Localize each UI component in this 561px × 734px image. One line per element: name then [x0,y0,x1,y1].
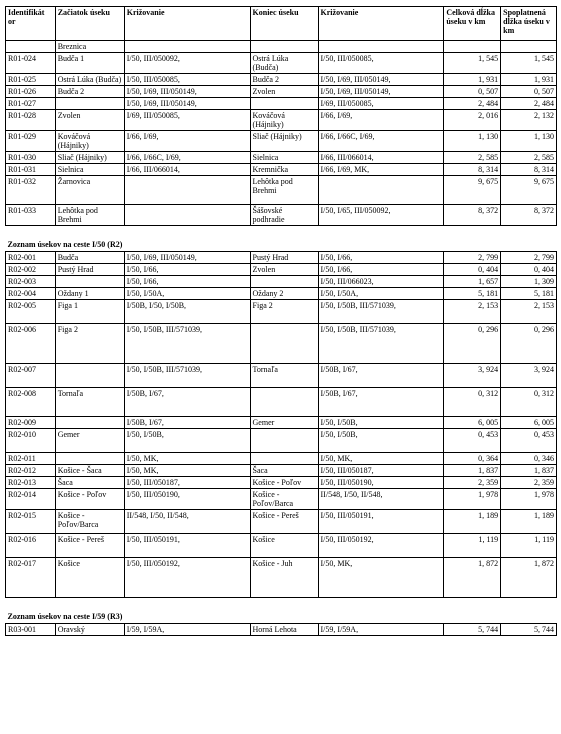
toll-length-cell: 0, 312 [501,388,557,417]
total-length-cell: 1, 657 [444,276,501,288]
table-row [6,624,557,636]
table-row [6,324,557,364]
start-cell: Košice - Poľov [55,489,124,510]
crossing-1-cell: II/548, I/50, II/548, [124,510,250,534]
crossing-1-cell: I/50, III/050187, [124,477,250,489]
table-row [6,110,557,131]
id-cell: R02-007 [6,364,56,388]
id-cell: R02-012 [6,465,56,477]
table-body [6,41,557,636]
toll-length-cell: 1, 837 [501,465,557,477]
table-row [6,429,557,453]
crossing-1-cell: I/50, III/050190, [124,489,250,510]
start-cell: Košice - Pereš [55,534,124,558]
crossing-1-cell: I/50, III/050191, [124,534,250,558]
start-cell: Figa 2 [55,324,124,364]
id-cell: R02-016 [6,534,56,558]
table-row [6,558,557,598]
toll-length-cell: 0, 404 [501,264,557,276]
table-row [6,252,557,264]
toll-length-cell: 3, 924 [501,364,557,388]
crossing-1-cell: I/50, III/050085, [124,74,250,86]
toll-length-cell: 2, 484 [501,98,557,110]
total-length-cell: 9, 675 [444,176,501,205]
crossing-2-cell: I/50, III/050191, [318,510,444,534]
end-cell [250,276,318,288]
total-length-cell: 0, 364 [444,453,501,465]
total-length-cell: 1, 119 [444,534,501,558]
id-cell: R01-029 [6,131,56,152]
toll-length-cell: 8, 314 [501,164,557,176]
toll-length-cell: 1, 545 [501,53,557,74]
start-cell: Budča 2 [55,86,124,98]
table-row [6,74,557,86]
id-cell: R01-031 [6,164,56,176]
end-cell: Zvolen [250,86,318,98]
section-title-row [6,598,557,624]
end-cell: Košice - Poľov/Barca [250,489,318,510]
start-cell: Lehôtka pod Brehmi [55,205,124,226]
header-toll-length: Spoplatnená dĺžka úseku v km [501,7,557,41]
crossing-1-cell: I/50, I/50B, [124,429,250,453]
start-cell: Kováčová (Hájniky) [55,131,124,152]
table-row [6,164,557,176]
crossing-2-cell: I/50B, I/67, [318,388,444,417]
toll-length-cell: 1, 872 [501,558,557,598]
total-length-cell: 6, 005 [444,417,501,429]
end-cell: Košice - Pereš [250,510,318,534]
start-cell: Košice [55,558,124,598]
table-row [6,465,557,477]
crossing-1-cell [124,176,250,205]
crossing-1-cell: I/66, I/69, [124,131,250,152]
start-cell: Ostrá Lúka (Budča) [55,74,124,86]
crossing-2-cell: I/50, MK, [318,453,444,465]
end-cell: Oždany 2 [250,288,318,300]
total-length-cell: 0, 507 [444,86,501,98]
crossing-2-cell: I/66, I/69, MK, [318,164,444,176]
start-cell: Tornaľa [55,388,124,417]
table-row [6,534,557,558]
total-length-cell: 1, 931 [444,74,501,86]
id-cell: R01-030 [6,152,56,164]
header-id: Identifikát or [6,7,56,41]
total-length-cell [444,41,501,53]
crossing-1-cell: I/50, I/50A, [124,288,250,300]
total-length-cell: 2, 484 [444,98,501,110]
toll-length-cell [501,41,557,53]
start-cell [55,364,124,388]
end-cell: Košice - Juh [250,558,318,598]
crossing-2-cell [318,41,444,53]
end-cell: Figa 2 [250,300,318,324]
start-cell: Sielnica [55,164,124,176]
crossing-1-cell: I/50, III/050092, [124,53,250,74]
end-cell [250,41,318,53]
crossing-1-cell: I/50, I/69, III/050149, [124,98,250,110]
toll-length-cell: 9, 675 [501,176,557,205]
id-cell: R02-002 [6,264,56,276]
toll-length-cell: 8, 372 [501,205,557,226]
table-row [6,453,557,465]
table-row [6,510,557,534]
start-cell: Žarnovica [55,176,124,205]
crossing-2-cell: I/50, III/050187, [318,465,444,477]
toll-length-cell: 6, 005 [501,417,557,429]
total-length-cell: 2, 799 [444,252,501,264]
crossing-2-cell: I/50, I/69, III/050149, [318,86,444,98]
crossing-2-cell: I/50, MK, [318,558,444,598]
crossing-1-cell: I/50, MK, [124,465,250,477]
table-row [6,276,557,288]
end-cell: Kremnička [250,164,318,176]
total-length-cell: 8, 314 [444,164,501,176]
table-row [6,477,557,489]
start-cell: Oždany 1 [55,288,124,300]
toll-length-cell: 1, 931 [501,74,557,86]
table-row [6,152,557,164]
crossing-1-cell: I/50, I/69, III/050149, [124,252,250,264]
header-crossing-2: Križovanie [318,7,444,41]
header-crossing-1: Križovanie [124,7,250,41]
id-cell: R01-027 [6,98,56,110]
start-cell: Figa 1 [55,300,124,324]
end-cell: Gemer [250,417,318,429]
end-cell [250,388,318,417]
crossing-1-cell [124,205,250,226]
id-cell: R02-010 [6,429,56,453]
crossing-1-cell: I/50, I/66, [124,264,250,276]
table-row [6,288,557,300]
start-cell [55,453,124,465]
toll-length-cell: 1, 119 [501,534,557,558]
crossing-2-cell: I/50, I/50B, III/571039, [318,324,444,364]
toll-length-cell: 0, 507 [501,86,557,98]
table-row [6,98,557,110]
header-end: Koniec úseku [250,7,318,41]
end-cell [250,453,318,465]
toll-length-cell: 0, 346 [501,453,557,465]
crossing-2-cell: I/50, III/050190, [318,477,444,489]
end-cell [250,324,318,364]
id-cell: R02-004 [6,288,56,300]
start-cell [55,98,124,110]
toll-length-cell: 2, 359 [501,477,557,489]
crossing-1-cell: I/50, I/66, [124,276,250,288]
start-cell: Zvolen [55,110,124,131]
crossing-1-cell: I/66, I/66C, I/69, [124,152,250,164]
crossing-1-cell: I/50B, I/67, [124,388,250,417]
table-row [6,388,557,417]
crossing-1-cell: I/50, I/69, III/050149, [124,86,250,98]
total-length-cell: 5, 744 [444,624,501,636]
table-row [6,53,557,74]
total-length-cell: 1, 978 [444,489,501,510]
table-row [6,131,557,152]
id-cell: R02-009 [6,417,56,429]
toll-length-cell: 1, 189 [501,510,557,534]
crossing-2-cell: I/66, I/66C, I/69, [318,131,444,152]
crossing-2-cell: I/50, III/050085, [318,53,444,74]
total-length-cell: 2, 153 [444,300,501,324]
crossing-2-cell: I/69, III/050085, [318,98,444,110]
section-title: Zoznam úsekov na ceste I/59 (R3) [6,598,557,624]
crossing-1-cell [124,41,250,53]
crossing-1-cell: I/50B, I/50, I/50B, [124,300,250,324]
toll-length-cell: 1, 130 [501,131,557,152]
section-title-row [6,226,557,252]
total-length-cell: 5, 181 [444,288,501,300]
crossing-2-cell: I/50, I/66, [318,252,444,264]
id-cell: R02-013 [6,477,56,489]
crossing-2-cell: I/50, III/050192, [318,534,444,558]
id-cell: R02-015 [6,510,56,534]
end-cell [250,98,318,110]
crossing-2-cell: II/548, I/50, II/548, [318,489,444,510]
table-row [6,264,557,276]
end-cell [250,429,318,453]
start-cell: Sliač (Hájniky) [55,152,124,164]
start-cell [55,276,124,288]
toll-length-cell: 5, 181 [501,288,557,300]
total-length-cell: 0, 453 [444,429,501,453]
crossing-2-cell: I/50, I/50A, [318,288,444,300]
end-cell: Sielnica [250,152,318,164]
table-row [6,205,557,226]
end-cell: Zvolen [250,264,318,276]
crossing-2-cell: I/50, I/66, [318,264,444,276]
toll-length-cell: 0, 296 [501,324,557,364]
toll-length-cell: 5, 744 [501,624,557,636]
end-cell: Košice [250,534,318,558]
header-row [6,7,557,41]
start-cell: Budča 1 [55,53,124,74]
start-cell: Košice - Šaca [55,465,124,477]
end-cell: Košice - Poľov [250,477,318,489]
total-length-cell: 0, 312 [444,388,501,417]
id-cell: R02-006 [6,324,56,364]
crossing-2-cell: I/59, I/59A, [318,624,444,636]
toll-length-cell: 0, 453 [501,429,557,453]
start-cell: Pustý Hrad [55,264,124,276]
start-cell: Breznica [55,41,124,53]
end-cell: Ostrá Lúka (Budča) [250,53,318,74]
start-cell: Košice - Poľov/Barca [55,510,124,534]
start-cell: Budča [55,252,124,264]
id-cell: R02-014 [6,489,56,510]
crossing-1-cell: I/66, III/066014, [124,164,250,176]
id-cell [6,41,56,53]
toll-length-cell: 1, 309 [501,276,557,288]
table-row [6,364,557,388]
crossing-2-cell: I/50B, I/67, [318,364,444,388]
id-cell: R01-032 [6,176,56,205]
total-length-cell: 0, 296 [444,324,501,364]
start-cell: Oravský [55,624,124,636]
crossing-2-cell: I/50, I/50B, [318,417,444,429]
id-cell: R01-033 [6,205,56,226]
start-cell: Šaca [55,477,124,489]
total-length-cell: 1, 545 [444,53,501,74]
table-row [6,300,557,324]
end-cell: Budča 2 [250,74,318,86]
section-title: Zoznam úsekov na ceste I/50 (R2) [6,226,557,252]
total-length-cell: 2, 359 [444,477,501,489]
table-row [6,417,557,429]
end-cell: Tornaľa [250,364,318,388]
start-cell [55,417,124,429]
end-cell: Šášovské podhradie [250,205,318,226]
crossing-1-cell: I/50, I/50B, III/571039, [124,324,250,364]
header-start: Začiatok úseku [55,7,124,41]
header-total-length: Celková dĺžka úseku v km [444,7,501,41]
id-cell: R02-008 [6,388,56,417]
id-cell: R01-025 [6,74,56,86]
crossing-2-cell: I/50, III/066023, [318,276,444,288]
crossing-2-cell: I/66, I/69, [318,110,444,131]
crossing-1-cell: I/50, MK, [124,453,250,465]
total-length-cell: 0, 404 [444,264,501,276]
crossing-1-cell: I/69, III/050085, [124,110,250,131]
start-cell: Gemer [55,429,124,453]
end-cell: Šaca [250,465,318,477]
id-cell: R01-028 [6,110,56,131]
toll-length-cell: 2, 799 [501,252,557,264]
crossing-1-cell: I/59, I/59A, [124,624,250,636]
end-cell: Sliač (Hájniky) [250,131,318,152]
crossing-2-cell: I/66, III/066014, [318,152,444,164]
id-cell: R01-024 [6,53,56,74]
total-length-cell: 8, 372 [444,205,501,226]
end-cell: Pustý Hrad [250,252,318,264]
total-length-cell: 1, 189 [444,510,501,534]
table-row [6,41,557,53]
end-cell: Kováčová (Hájniky) [250,110,318,131]
id-cell: R01-026 [6,86,56,98]
total-length-cell: 1, 872 [444,558,501,598]
id-cell: R02-005 [6,300,56,324]
crossing-1-cell: I/50, III/050192, [124,558,250,598]
end-cell: Lehôtka pod Brehmi [250,176,318,205]
crossing-2-cell: I/50, I/50B, [318,429,444,453]
total-length-cell: 3, 924 [444,364,501,388]
table-row [6,489,557,510]
crossing-2-cell [318,176,444,205]
toll-length-cell: 2, 585 [501,152,557,164]
crossing-1-cell: I/50, I/50B, III/571039, [124,364,250,388]
id-cell: R02-011 [6,453,56,465]
end-cell: Horná Lehota [250,624,318,636]
total-length-cell: 2, 016 [444,110,501,131]
crossing-2-cell: I/50, I/65, III/050092, [318,205,444,226]
crossing-2-cell: I/50, I/69, III/050149, [318,74,444,86]
road-sections-table [5,6,557,636]
id-cell: R03-001 [6,624,56,636]
table-row [6,86,557,98]
id-cell: R02-001 [6,252,56,264]
id-cell: R02-003 [6,276,56,288]
crossing-1-cell: I/50B, I/67, [124,417,250,429]
toll-length-cell: 2, 132 [501,110,557,131]
total-length-cell: 1, 130 [444,131,501,152]
total-length-cell: 2, 585 [444,152,501,164]
crossing-2-cell: I/50, I/50B, III/571039, [318,300,444,324]
toll-length-cell: 1, 978 [501,489,557,510]
id-cell: R02-017 [6,558,56,598]
table-row [6,176,557,205]
toll-length-cell: 2, 153 [501,300,557,324]
total-length-cell: 1, 837 [444,465,501,477]
